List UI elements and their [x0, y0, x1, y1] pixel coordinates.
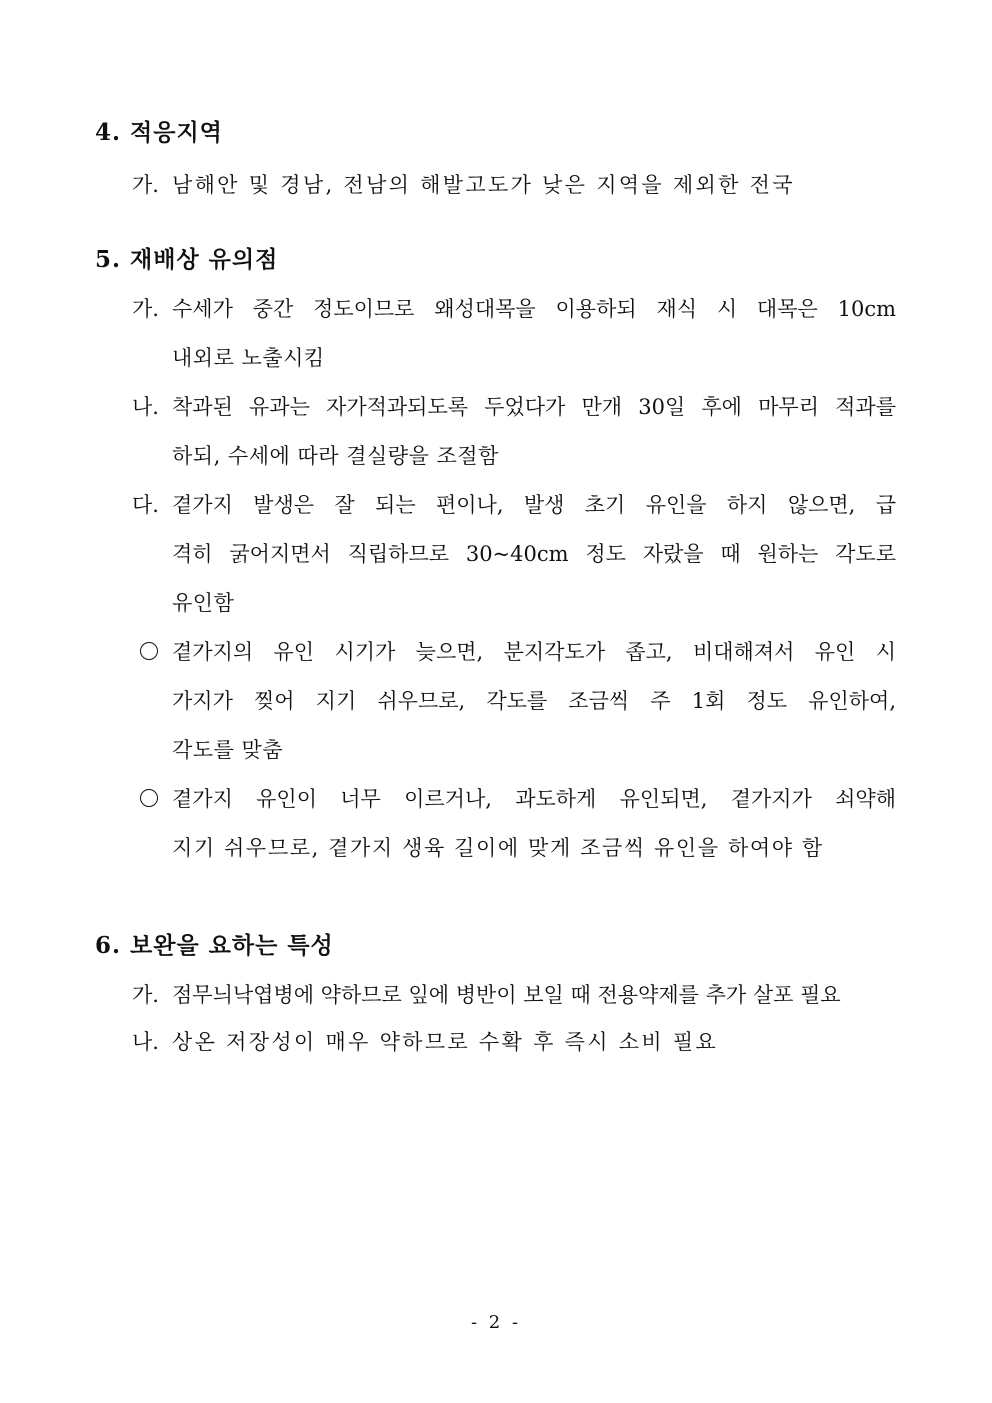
section-5-bullet-1-line-2: 가지가 찢어 지기 쉬우므로, 각도를 조금씩 주 1회 정도 유인하여, — [172, 689, 896, 713]
section-5-bullet-2-line-1: 곁가지 유인이 너무 이르거나, 과도하게 유인되면, 곁가지가 쇠약해 — [172, 787, 896, 811]
section-5-item-a-line-1: 수세가 중간 정도이므로 왜성대목을 이용하되 재식 시 대목은 10cm — [172, 297, 896, 321]
section-6-item-b-text: 상온 저장성이 매우 약하므로 수확 후 즉시 소비 필요 — [172, 1030, 719, 1054]
section-5-item-b-line-2: 하되, 수세에 따라 결실량을 조절함 — [172, 444, 499, 468]
section-6-item-b-marker: 나. — [132, 1030, 159, 1054]
section-6-item-a-text: 점무늬낙엽병에 약하므로 잎에 병반이 보일 때 전용약제를 추가 살포 필요 — [172, 983, 841, 1007]
section-5-bullet-1-line-3: 각도를 맞춤 — [172, 738, 284, 762]
section-6-heading: 6. 보완을 요하는 특성 — [95, 932, 334, 959]
section-5-item-a-marker: 가. — [132, 297, 159, 321]
section-5-item-a-line-2: 내외로 노출시킴 — [172, 346, 325, 370]
section-4-item-a-text: 남해안 및 경남, 전남의 해발고도가 낮은 지역을 제외한 전국 — [172, 173, 795, 197]
section-5-bullet-2-line-2: 지기 쉬우므로, 곁가지 생육 길이에 맞게 조금씩 유인을 하여야 함 — [172, 836, 824, 860]
section-4-heading: 4. 적응지역 — [95, 119, 223, 146]
section-5-item-c-line-1: 곁가지 발생은 잘 되는 편이나, 발생 초기 유인을 하지 않으면, 급 — [172, 493, 896, 517]
page-number: - 2 - — [470, 1312, 522, 1333]
bullet-circle-icon — [140, 789, 158, 807]
bullet-circle-icon — [140, 642, 158, 660]
section-4-item-a-marker: 가. — [132, 173, 159, 197]
section-5-item-b-marker: 나. — [132, 395, 159, 419]
section-5-item-c-line-3: 유인함 — [172, 591, 235, 615]
section-5-item-c-marker: 다. — [132, 493, 159, 517]
section-6-item-a-marker: 가. — [132, 983, 159, 1007]
section-5-item-c-line-2: 격히 굵어지면서 직립하므로 30~40cm 정도 자랐을 때 원하는 각도로 — [172, 542, 896, 566]
section-5-item-b-line-1: 착과된 유과는 자가적과되도록 두었다가 만개 30일 후에 마무리 적과를 — [172, 395, 896, 419]
section-5-heading: 5. 재배상 유의점 — [95, 246, 279, 273]
section-5-bullet-1-line-1: 곁가지의 유인 시기가 늦으면, 분지각도가 좁고, 비대해져서 유인 시 — [172, 640, 896, 664]
